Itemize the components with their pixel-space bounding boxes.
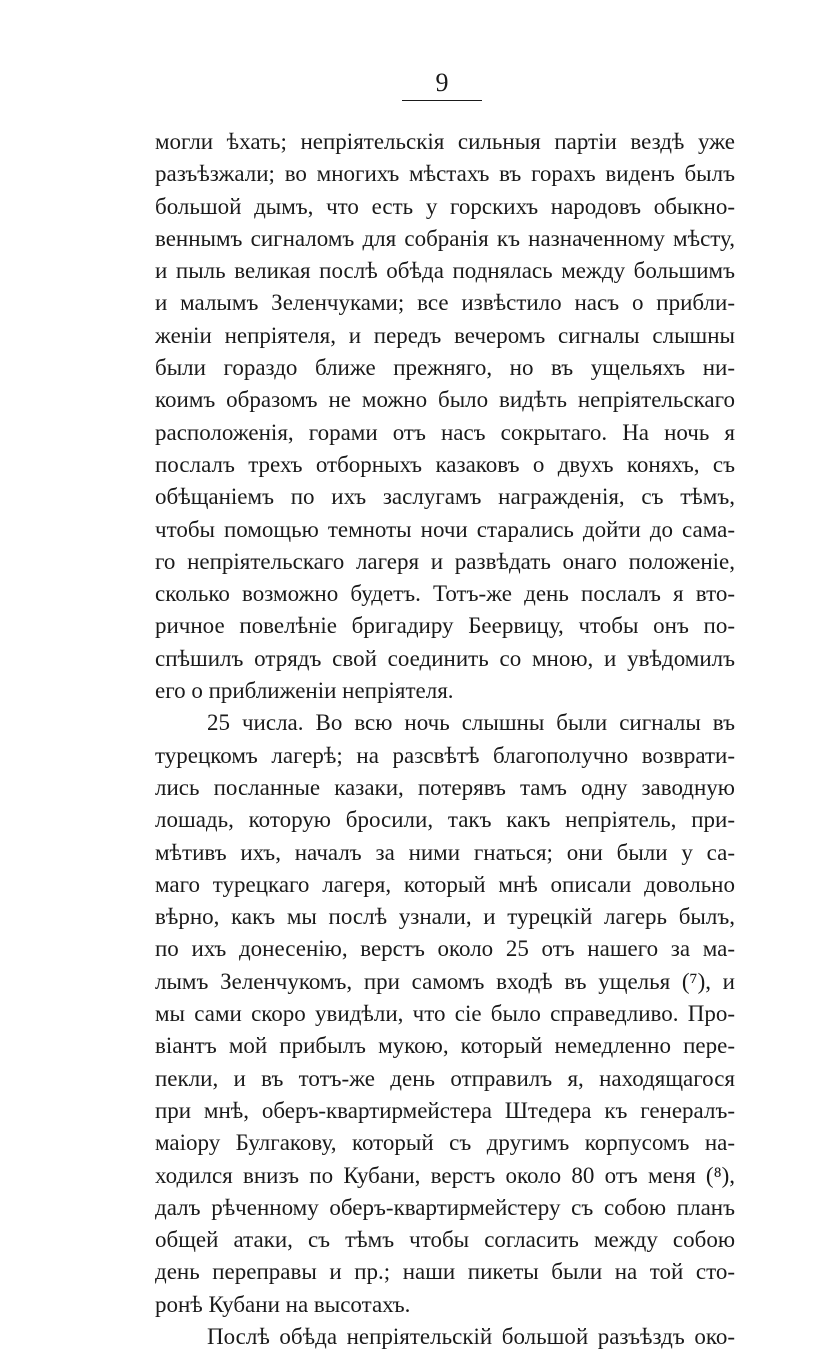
text-line: сколько возможно будетъ. Тотъ-же день послалъ я вто- [155, 581, 735, 607]
text-line: день переправы и пр.; наши пикеты были на той сто- [155, 1259, 735, 1285]
text-line: обѣщаніемъ по ихъ заслугамъ награжденія, съ тѣмъ, [155, 484, 735, 510]
text-line: вѣрно, какъ мы послѣ узнали, и турецкій лагерь былъ, [155, 904, 735, 930]
text-line: маіору Булгакову, который съ другимъ корпусомъ на- [155, 1130, 735, 1156]
text-line: спѣшилъ отрядъ свой соединить со мною, и увѣдомилъ [155, 645, 735, 671]
text-line: ронѣ Кубани на высотахъ. [155, 1291, 411, 1317]
text-line: го непріятельскаго лагеря и развѣдать онаго положеніе, [155, 548, 735, 574]
text-line: разъѣзжали; во многихъ мѣстахъ въ горахъ виденъ былъ [155, 161, 735, 187]
text-line: коимъ образомъ не можно было видѣть непріятельскаго [155, 387, 735, 413]
text-line: и пыль великая послѣ обѣда поднялась между большимъ [155, 258, 735, 284]
text-line: ходился внизъ по Кубани, верстъ около 80 отъ меня (⁸), [155, 1162, 735, 1188]
text-line: ричное повелѣніе бригадиру Беервицу, чтобы онъ по- [155, 613, 735, 639]
page-number: 9 [435, 68, 449, 97]
text-line: мы сами скоро увидѣли, что сіе было справедливо. Про- [155, 1001, 735, 1027]
text-line: пекли, и въ тотъ-же день отправилъ я, находящагося [155, 1065, 735, 1091]
text-line: веннымъ сигналомъ для собранія къ назначенному мѣсту, [155, 225, 735, 251]
text-line: могли ѣхать; непріятельскія сильныя партіи вездѣ уже [155, 129, 735, 154]
text-line: при мнѣ, оберъ-квартирмейстера Штедера къ генералъ- [155, 1097, 735, 1123]
text-line: турецкомъ лагерѣ; на разсвѣтѣ благополучно возврати- [155, 742, 735, 768]
text-line: лошадь, которую бросили, такъ какъ непріятель, при- [155, 807, 735, 833]
text-line: чтобы помощью темноты ночи старались дойти до сама- [155, 516, 735, 542]
text-line: и малымъ Зеленчуками; все извѣстило насъ о прибли- [155, 290, 735, 316]
text-line: общей атаки, съ тѣмъ чтобы согласить между собою [155, 1227, 735, 1253]
text-line: послалъ трехъ отборныхъ казаковъ о двухъ коняхъ, съ [155, 451, 735, 477]
text-line: расположенія, горами отъ насъ сокрытаго. На ночь я [155, 419, 735, 445]
text-line: были гораздо ближе прежняго, но въ ущельяхъ ни- [155, 355, 735, 381]
text-line: Послѣ обѣда непріятельскій большой разъѣздъ око- [207, 1323, 735, 1349]
text-line: маго турецкаго лагеря, который мнѣ описали довольно [155, 871, 735, 897]
text-line: 25 числа. Во всю ночь слышны были сигналы въ [207, 710, 735, 736]
page-number-rule [402, 100, 482, 101]
text-line: большой дымъ, что есть у горскихъ народовъ обыкно- [155, 193, 735, 219]
text-line: женіи непріятеля, и передъ вечеромъ сигналы слышны [155, 322, 735, 348]
text-line: лись посланные казаки, потерявъ тамъ одну заводную [155, 774, 735, 800]
body-text [155, 126, 735, 1353]
text-line: далъ рѣченному оберъ-квартирмейстеру съ собою планъ [155, 1194, 735, 1220]
text-line: по ихъ донесенію, верстъ около 25 отъ нашего за ма- [155, 936, 735, 962]
text-line: віантъ мой прибылъ мукою, который немедленно пере- [155, 1033, 735, 1059]
text-line: мѣтивъ ихъ, началъ за ними гнаться; они были у са- [155, 839, 735, 865]
text-line: его о приближеніи непріятеля. [155, 678, 454, 704]
text-line: лымъ Зеленчукомъ, при самомъ входѣ въ ущелья (⁷), и [155, 968, 735, 994]
